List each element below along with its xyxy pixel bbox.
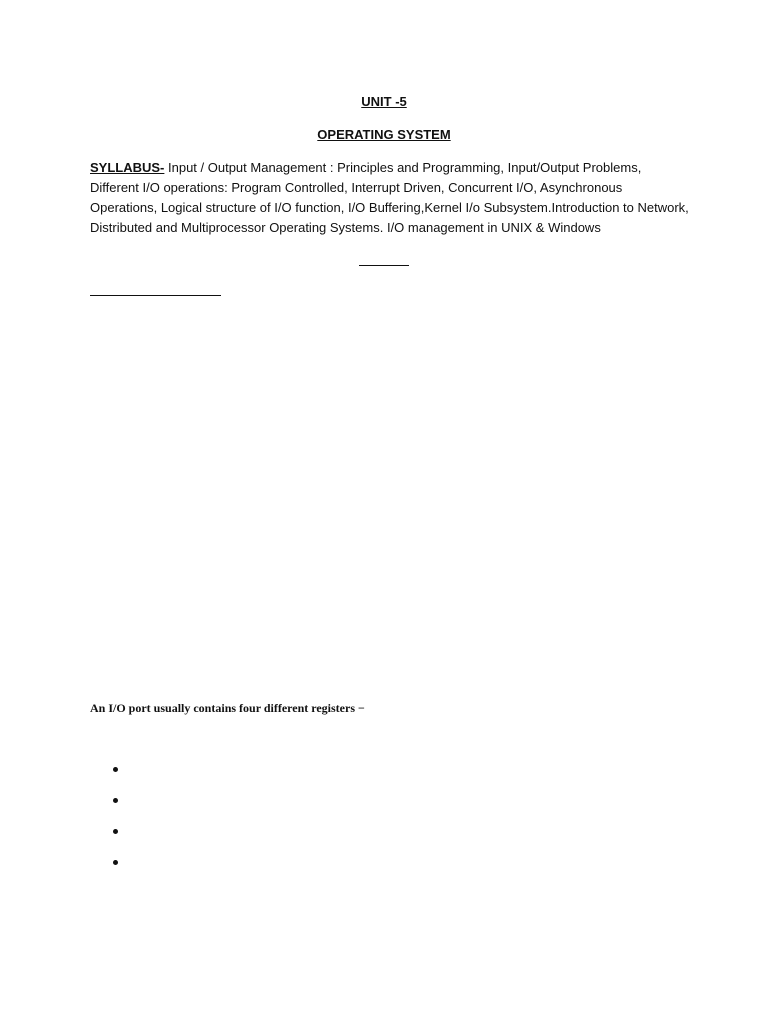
subject-heading: OPERATING SYSTEM [317,127,451,142]
center-divider [359,265,409,266]
bullet-icon [113,860,118,865]
unit-heading: UNIT -5 [361,94,407,109]
syllabus-label: SYLLABUS- [90,160,165,175]
bullet-icon [113,798,118,803]
bullet-icon [113,767,118,772]
syllabus-text: Input / Output Management : Principles and Programming, Input/Output Problems, Different I/O operations: Program Controlled, Interrupt Driven, Concurrent I/O, Asynchronous Operations, Logical structure of I/O function, I/O Buffering,Kernel I/o Subsystem.Introduction to Network, Distributed and Multiprocessor Operating Systems. I/O management in UNIX & Windows [90,160,689,235]
registers-intro: An I/O port usually contains four different registers − [90,701,365,715]
left-divider [90,295,221,296]
bullet-icon [113,829,118,834]
syllabus-paragraph [90,158,690,238]
